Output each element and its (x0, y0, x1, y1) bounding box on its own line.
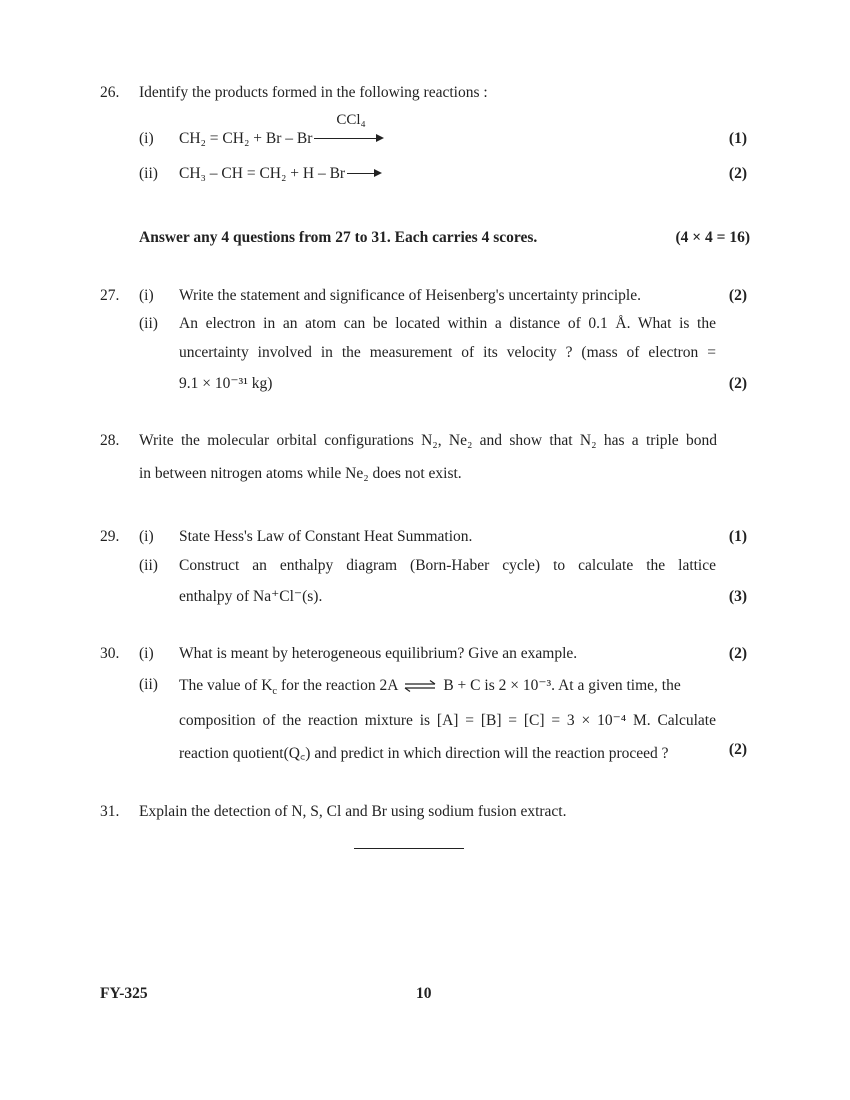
q30-part-i-text: What is meant by heterogeneous equilibrium? Give an example. (179, 645, 578, 662)
end-divider (354, 848, 464, 849)
q27-part-ii-line2: uncertainty involved in the measurement of its velocity ? (mass of electron = (179, 344, 716, 361)
q30-part-i-marks: (2) (728, 645, 747, 662)
q26-part-ii-label: (ii) (139, 165, 158, 182)
section-instruction: Answer any 4 questions from 27 to 31. Each carries 4 scores. (139, 229, 538, 246)
q30-kc-subscript: c (272, 686, 278, 698)
q26-part-i-label: (i) (139, 130, 154, 147)
equilibrium-arrow-icon (404, 680, 436, 692)
question-number-28: 28. (100, 432, 120, 449)
reaction-condition: CCl₄ (336, 112, 366, 129)
question-31-text: Explain the detection of N, S, Cl and Br using sodium fusion extract. (139, 803, 567, 820)
q27-part-ii-line1: An electron in an atom can be located within a distance of 0.1 Å. What is the (179, 315, 716, 332)
q27-part-i-marks: (2) (728, 287, 747, 304)
q26-part-i-marks: (1) (728, 130, 747, 147)
q26-part-i-reactants: CH₂ = CH₂ + Br – Br (179, 130, 313, 147)
q30-part-i-label: (i) (139, 645, 154, 662)
question-number-27: 27. (100, 287, 120, 304)
q29-part-ii-label: (ii) (139, 557, 158, 574)
q30-part-ii-label: (ii) (139, 676, 158, 693)
q30-reaction-text: for the reaction 2A (277, 677, 402, 694)
question-number-29: 29. (100, 528, 120, 545)
q29-part-ii-line1: Construct an enthalpy diagram (Born-Haber cycle) to calculate the lattice (179, 557, 716, 574)
question-number-30: 30. (100, 645, 120, 662)
q29-part-i-text: State Hess's Law of Constant Heat Summation. (179, 528, 473, 545)
q27-part-ii-label: (ii) (139, 315, 158, 332)
q30-kc-text: The value of K (179, 677, 273, 694)
q30-part-ii-line2: composition of the reaction mixture is [A] = [B] = [C] = 3 × 10⁻⁴ M. Calculate (179, 712, 716, 729)
page-number: 10 (416, 985, 432, 1002)
q30-part-ii-marks: (2) (728, 741, 747, 758)
reaction-arrow (347, 169, 382, 179)
q29-part-i-label: (i) (139, 528, 154, 545)
q26-part-i-equation (179, 112, 384, 148)
section-scores: (4 × 4 = 16) (675, 229, 750, 246)
question-28-line1: Write the molecular orbital configurations N₂, Ne₂ and show that N₂ has a triple bond (139, 432, 717, 449)
q26-part-ii-marks: (2) (728, 165, 747, 182)
q27-part-i-label: (i) (139, 287, 154, 304)
q30-part-ii-line1 (179, 676, 681, 698)
q30-reaction-rest: B + C is 2 × 10⁻³. At a given time, the (439, 677, 681, 694)
question-26-text: Identify the products formed in the following reactions : (139, 84, 488, 101)
paper-code: FY-325 (100, 985, 148, 1002)
question-number-31: 31. (100, 803, 120, 820)
q27-part-ii-line3: 9.1 × 10⁻³¹ kg) (179, 375, 273, 392)
q27-part-i-text: Write the statement and significance of Heisenberg's uncertainty principle. (179, 287, 641, 304)
q27-part-ii-marks: (2) (728, 375, 747, 392)
q29-part-i-marks: (1) (728, 528, 747, 545)
reaction-arrow (314, 112, 384, 144)
q29-part-ii-line2: enthalpy of Na⁺Cl⁻(s). (179, 588, 323, 605)
question-number-26: 26. (100, 84, 120, 101)
question-28-line2: in between nitrogen atoms while Ne₂ does not exist. (139, 465, 462, 482)
q26-part-ii-reactants: CH₃ – CH = CH₂ + H – Br (179, 165, 346, 182)
q29-part-ii-marks: (3) (728, 588, 747, 605)
q30-part-ii-line3: reaction quotient(Q꜀) and predict in which direction will the reaction proceed ? (179, 745, 669, 762)
q26-part-ii-equation (179, 165, 382, 183)
